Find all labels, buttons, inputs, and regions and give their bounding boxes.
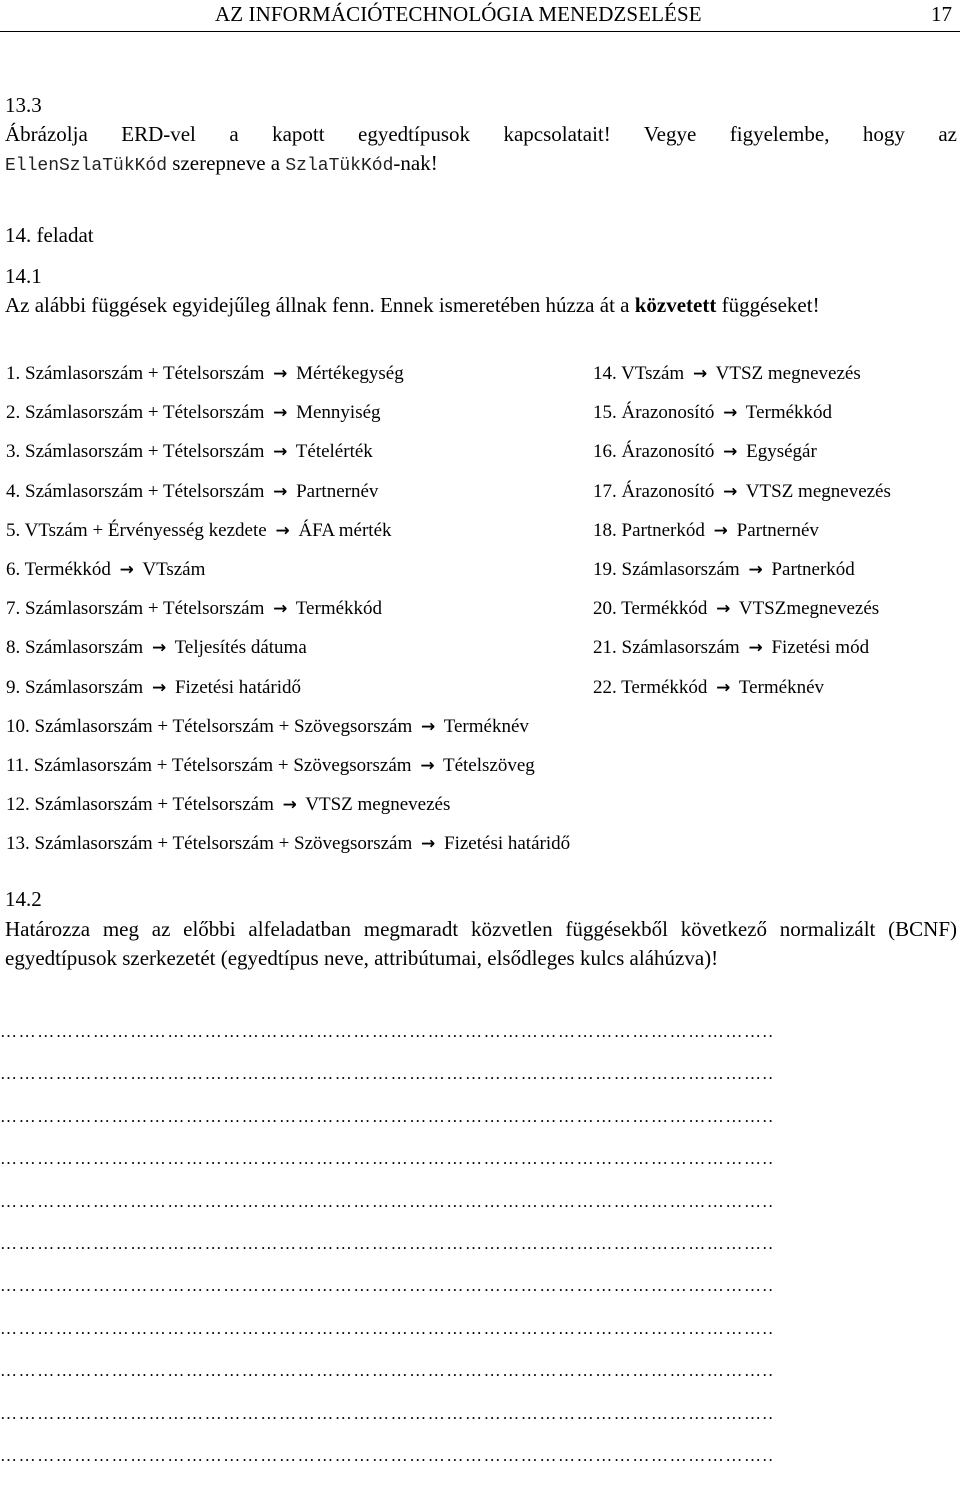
dependency-lhs: 4. Számlasorszám + Tételsorszám <box>6 481 265 502</box>
dependency-rhs: Partnerkód <box>771 559 855 580</box>
arrow-right-icon: → <box>723 482 738 502</box>
section-14-2-heading: 14.2 <box>5 887 42 911</box>
arrow-right-icon: → <box>273 403 288 423</box>
emphasis-kozvetett: közvetett <box>634 293 717 317</box>
dependency-rhs: ÁFA mérték <box>298 520 392 541</box>
dependency-left-3 <box>6 439 373 465</box>
arrow-right-icon: → <box>151 638 167 658</box>
answer-line: …………………………………………………………………………………………………………….. <box>0 1107 775 1126</box>
dependency-rhs: Tételszöveg <box>442 755 535 776</box>
dependency-rhs: Mennyiség <box>296 402 381 423</box>
text-fragment: -nak! <box>393 151 438 175</box>
dependency-right-7 <box>593 596 879 622</box>
arrow-right-icon: → <box>723 442 738 462</box>
dependency-lhs: 1. Számlasorszám + Tételsorszám <box>6 363 265 384</box>
dependency-left-11 <box>6 753 535 779</box>
dependency-rhs: Teljesítés dátuma <box>174 637 307 658</box>
text-fragment: függéseket! <box>716 293 820 317</box>
dependency-left-9 <box>6 675 301 701</box>
dependency-lhs: 12. Számlasorszám + Tételsorszám <box>6 794 274 815</box>
dependency-lhs: 13. Számlasorszám + Tételsorszám + Szövegsorszám <box>6 833 413 854</box>
dependency-right-9 <box>593 675 824 701</box>
arrow-right-icon: → <box>273 442 288 462</box>
arrow-right-icon: → <box>151 678 167 698</box>
dependency-left-12 <box>6 792 450 818</box>
dependency-lhs: 10. Számlasorszám + Tételsorszám + Szövegsorszám <box>6 716 413 737</box>
arrow-right-icon: → <box>421 834 436 854</box>
dependency-left-8 <box>6 635 307 661</box>
dependency-right-1 <box>593 361 861 387</box>
dependency-lhs: 5. VTszám + Érvényesség kezdete <box>6 520 267 541</box>
dependency-left-5 <box>6 518 392 544</box>
dependency-left-4 <box>6 479 378 505</box>
dependency-lhs: 19. Számlasorszám <box>593 559 740 580</box>
section-14-1-text <box>5 291 957 320</box>
dependency-right-6 <box>593 557 855 583</box>
answer-line: …………………………………………………………………………………………………………….. <box>0 1234 775 1253</box>
arrow-right-icon: → <box>748 638 763 658</box>
arrow-right-icon: → <box>713 521 728 541</box>
answer-line: …………………………………………………………………………………………………………….. <box>0 1192 775 1211</box>
dependency-lhs: 20. Termékkód <box>593 598 708 619</box>
dependency-right-8 <box>593 635 869 661</box>
dependency-left-10 <box>6 714 529 740</box>
arrow-right-icon: → <box>692 364 708 384</box>
arrow-right-icon: → <box>282 795 297 815</box>
dependency-lhs: 2. Számlasorszám + Tételsorszám <box>6 402 265 423</box>
dependency-rhs: Termékkód <box>295 598 383 619</box>
dependency-lhs: 16. Árazonosító <box>593 441 715 462</box>
dependency-rhs: VTSZ megnevezés <box>715 363 861 384</box>
arrow-right-icon: → <box>420 756 435 776</box>
dependency-rhs: Terméknév <box>443 716 529 737</box>
dependency-lhs: 15. Árazonosító <box>593 402 715 423</box>
dependency-rhs: Terméknév <box>738 677 825 698</box>
text-fragment: szerepneve a <box>167 151 286 175</box>
section-13-3-text-line-2 <box>5 149 438 181</box>
arrow-right-icon: → <box>273 482 288 502</box>
section-13-3-text-line-1: Ábrázolja ERD-vel a kapott egyedtípusok kapcsolatait! Vegye figyelembe, hogy az <box>5 122 957 146</box>
arrow-right-icon: → <box>421 717 436 737</box>
dependency-rhs: VTSZmegnevezés <box>738 598 880 619</box>
dependency-left-6 <box>6 557 205 583</box>
arrow-right-icon: → <box>723 403 738 423</box>
dependency-left-7 <box>6 596 382 622</box>
section-14-1-heading: 14.1 <box>5 264 42 288</box>
dependency-lhs: 11. Számlasorszám + Tételsorszám + Szövegsorszám <box>6 755 412 776</box>
text-fragment: Az alábbi függések egyidejűleg állnak fenn. Ennek ismeretében húzza át a <box>5 293 635 317</box>
dependency-rhs: Partnernév <box>736 520 819 541</box>
answer-line: …………………………………………………………………………………………………………….. <box>0 1319 775 1338</box>
dependency-left-2 <box>6 400 381 426</box>
arrow-right-icon: → <box>273 364 288 384</box>
dependency-rhs: Egységár <box>746 441 817 462</box>
dependency-rhs: Mértékegység <box>296 363 404 384</box>
dependency-rhs: Fizetési mód <box>771 637 870 658</box>
dependency-lhs: 18. Partnerkód <box>593 520 705 541</box>
dependency-rhs: Termékkód <box>745 402 833 423</box>
dependency-lhs: 8. Számlasorszám <box>6 637 144 658</box>
arrow-right-icon: → <box>275 521 290 541</box>
code-szla-tuk-kod: SzlaTükKód <box>285 156 394 176</box>
dependency-rhs: Fizetési határidő <box>174 677 302 698</box>
answer-line: …………………………………………………………………………………………………………….. <box>0 1404 775 1423</box>
dependency-rhs: Tételérték <box>295 441 373 462</box>
dependency-lhs: 9. Számlasorszám <box>6 677 144 698</box>
arrow-right-icon: → <box>273 599 288 619</box>
answer-line: …………………………………………………………………………………………………………….. <box>0 1446 775 1465</box>
dependency-lhs: 7. Számlasorszám + Tételsorszám <box>6 598 265 619</box>
arrow-right-icon: → <box>119 560 134 580</box>
dependency-rhs: Fizetési határidő <box>444 833 571 854</box>
dependency-left-1 <box>6 361 404 387</box>
dependency-left-13 <box>6 831 570 857</box>
page-number: 17 <box>931 2 952 26</box>
dependency-lhs: 3. Számlasorszám + Tételsorszám <box>6 441 265 462</box>
dependency-lhs: 21. Számlasorszám <box>593 637 740 658</box>
answer-line: …………………………………………………………………………………………………………….. <box>0 1064 775 1083</box>
dependency-rhs: VTSZ megnevezés <box>745 481 891 502</box>
arrow-right-icon: → <box>716 599 731 619</box>
answer-line: …………………………………………………………………………………………………………….. <box>0 1022 775 1041</box>
arrow-right-icon: → <box>716 678 731 698</box>
dependency-right-5 <box>593 518 819 544</box>
dependency-lhs: 6. Termékkód <box>6 559 111 580</box>
section-13-3-heading: 13.3 <box>5 93 42 117</box>
dependency-lhs: 14. VTszám <box>593 363 685 384</box>
dependency-rhs: VTszám <box>142 559 206 580</box>
section-14-2-text: Határozza meg az előbbi alfeladatban megmaradt közvetlen függésekből következő normalizált (BCNF) egyedtípusok szerkezetét (egyedtípus neve, attribútumai, elsődleges kulcs aláhúzva)! <box>5 917 957 970</box>
dependency-lhs: 22. Termékkód <box>593 677 708 698</box>
page-header <box>0 0 960 32</box>
dependency-right-2 <box>593 400 832 426</box>
dependency-rhs: Partnernév <box>296 481 379 502</box>
dependency-right-3 <box>593 439 817 465</box>
task-14-heading: 14. feladat <box>5 223 94 247</box>
dependency-right-4 <box>593 479 891 505</box>
arrow-right-icon: → <box>748 560 763 580</box>
dependency-rhs: VTSZ megnevezés <box>305 794 451 815</box>
code-ellen-szla-tuk-kod: EllenSzlaTükKód <box>5 156 168 176</box>
header-title: AZ INFORMÁCIÓTECHNOLÓGIA MENEDZSELÉSE <box>215 2 702 26</box>
dependency-lhs: 17. Árazonosító <box>593 481 715 502</box>
answer-line: …………………………………………………………………………………………………………….. <box>0 1361 775 1380</box>
answer-line: …………………………………………………………………………………………………………….. <box>0 1276 775 1295</box>
answer-line: …………………………………………………………………………………………………………….. <box>0 1149 775 1168</box>
